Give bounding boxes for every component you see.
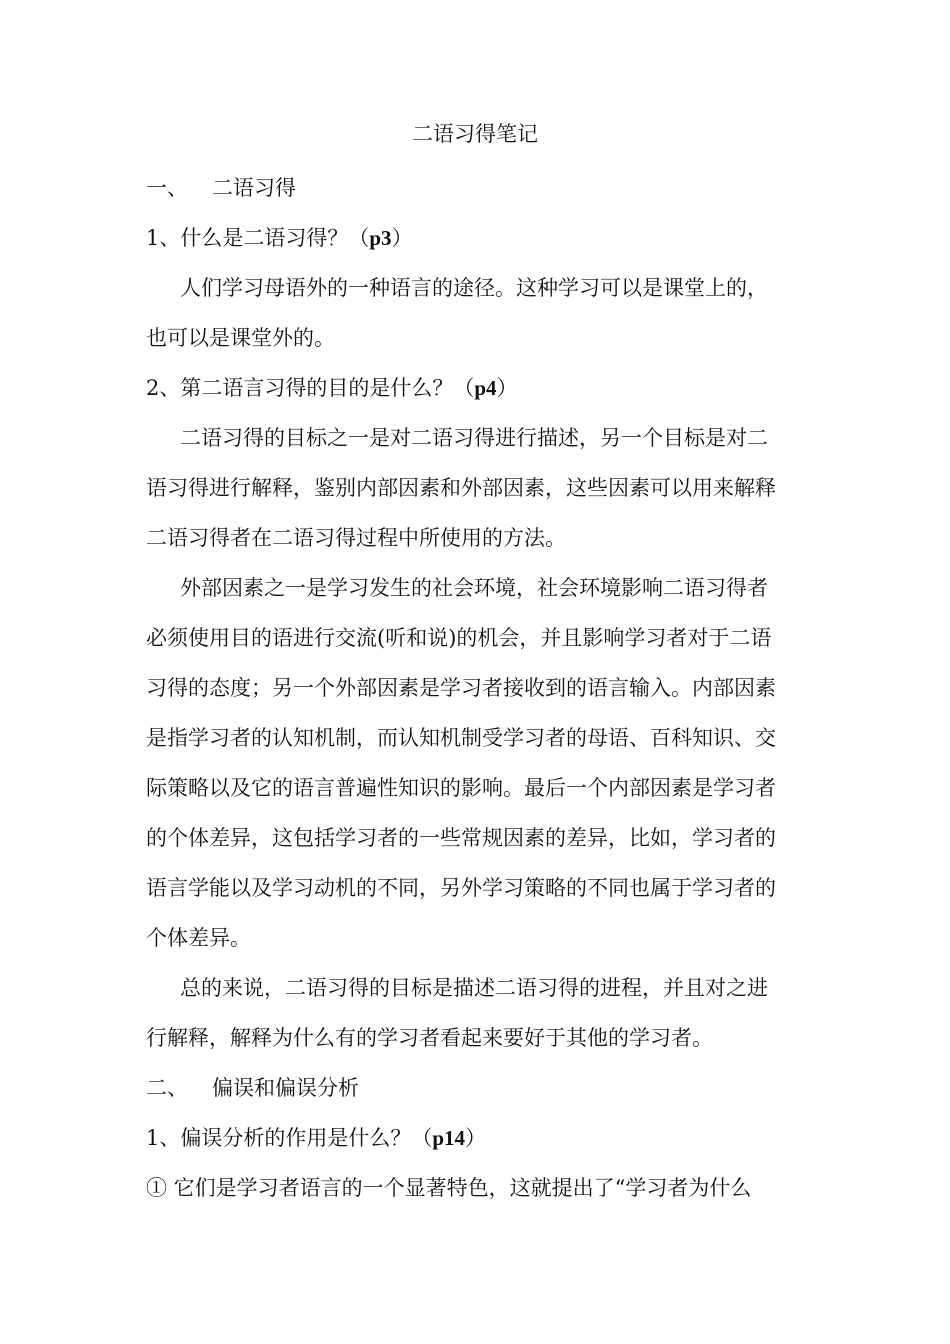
page-reference: p14 — [432, 1126, 466, 1150]
answer-line: 语言学能以及学习动机的不同，另外学习策略的不同也属于学习者的 — [146, 876, 776, 900]
answer-line: 际策略以及它的语言普遍性知识的影响。最后一个内部因素是学习者 — [146, 776, 776, 800]
page-reference: p4 — [474, 376, 497, 400]
section-number: 二、 — [146, 1076, 188, 1100]
answer-2-paragraph-1 — [146, 413, 806, 563]
answer-line: 必须使用目的语进行交流(听和说)的机会，并且影响学习者对于二语 — [146, 626, 772, 650]
section-number: 一、 — [146, 176, 188, 200]
document-body — [146, 163, 806, 1213]
answer-1 — [146, 263, 806, 363]
answer-line: 外部因素之一是学习发生的社会环境，社会环境影响二语习得者 — [180, 576, 768, 600]
answer-line: 二语习得的目标之一是对二语习得进行描述，另一个目标是对二 — [180, 426, 768, 450]
answer-line: 个体差异。 — [146, 926, 251, 950]
document-title: 二语习得笔记 — [412, 122, 538, 146]
answer-line: 语习得进行解释，鉴别内部因素和外部因素，这些因素可以用来解释 — [146, 476, 776, 500]
answer-line: 的个体差异，这包括学习者的一些常规因素的差异，比如，学习者的 — [146, 826, 776, 850]
answer-line: 行解释，解释为什么有的学习者看起来要好于其他的学习者。 — [146, 1026, 713, 1050]
section-heading-2 — [146, 1063, 806, 1113]
question-text: 2、第二语言习得的目的是什么？（ — [146, 376, 475, 400]
question-suffix: ） — [465, 1126, 487, 1150]
question-suffix: ） — [496, 376, 518, 400]
question-3 — [146, 1113, 806, 1163]
answer-line: 人们学习母语外的一种语言的途径。这种学习可以是课堂上的， — [180, 276, 768, 300]
answer-2-paragraph-3 — [146, 963, 806, 1063]
section-title: 偏误和偏误分析 — [212, 1076, 359, 1100]
answer-line: 总的来说，二语习得的目标是描述二语习得的进程，并且对之进 — [180, 976, 768, 1000]
page-reference: p3 — [369, 226, 392, 250]
answer-line: 二语习得者在二语习得过程中所使用的方法。 — [146, 526, 566, 550]
answer-line: 是指学习者的认知机制，而认知机制受学习者的母语、百科知识、交 — [146, 726, 776, 750]
section-heading-1 — [146, 163, 806, 213]
answer-2-paragraph-2 — [146, 563, 806, 963]
question-suffix: ） — [391, 226, 413, 250]
answer-line: 也可以是课堂外的。 — [146, 326, 335, 350]
answer-line: 习得的态度；另一个外部因素是学习者接收到的语言输入。内部因素 — [146, 676, 776, 700]
question-text: 1、偏误分析的作用是什么？（ — [146, 1126, 433, 1150]
answer-3-line: ① 它们是学习者语言的一个显著特色，这就提出了“学习者为什么 — [146, 1176, 752, 1200]
question-2 — [146, 363, 806, 413]
question-1 — [146, 213, 806, 263]
question-text: 1、什么是二语习得？（ — [146, 226, 370, 250]
section-title: 二语习得 — [212, 176, 296, 200]
